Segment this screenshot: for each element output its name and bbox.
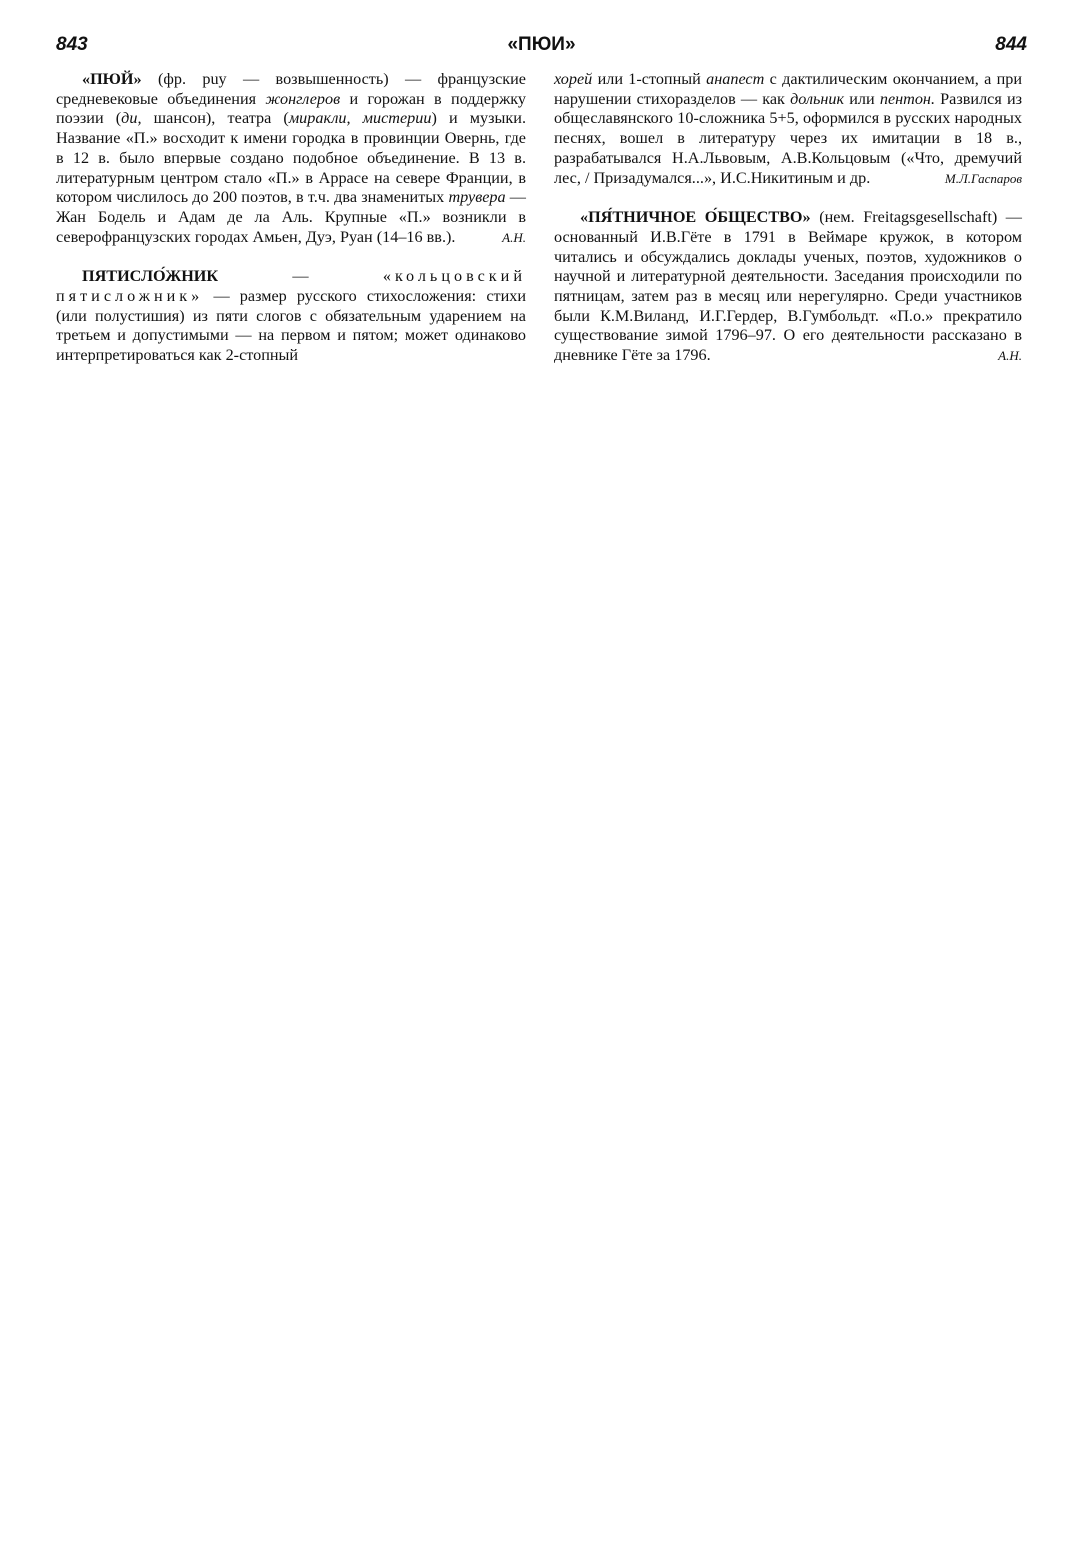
page-number-left: 843 [56,34,88,55]
entry-text: или 1-стопный [592,70,707,88]
entry-text: ) и музыки. Название «П.» восходит к имени городка в провинции Овернь, где в 12 в. было впервые создано подобное объединение. В 13 в. литературным центром стало «П.» в Аррасе на севере Франции, в котором числилось до 200 поэтов, в т.ч. два знаменитых [56,109,526,207]
entry-italic: жонглеров [265,89,341,108]
column-left [56,70,526,386]
entry-text: с дактилическим окончанием, а при нарушении стихоразделов — как [554,70,1022,108]
author-signature: М.Л.Гаспаров [944,170,1022,186]
entry-pui [56,70,526,247]
entry-text: (нем. Freitagsgesellschaft) — основанный И.В.Гёте в 1791 в Веймаре кружок, в котором читались и обсуждались доклады ученых, поэтов, художников о научной и литературной деятельности. Заседания происходили по пятницам, затем раз в месяц или нерегулярно. Среди участников были К.М.Виланд, И.Г.Гердер, В.Гумбольдт. «П.о.» прекратило существование зимой 1796–97. О его деятельности рассказано в дневнике Гёте за 1796. [554,208,1022,365]
entry-text: — Жан Бодель и Адам де ла Аль. Крупные «П.» возникли в северофранцузских городах Амьен, Дуэ, Руан (14–16 вв.). [56,188,526,246]
entry-pyatislozhnik [56,267,526,366]
entry-italic: трувера [448,188,506,207]
entry-italic: миракли, мистерии [288,109,432,128]
entry-text: — [218,267,383,286]
entry-pyatislozhnik-continued [554,70,1022,188]
page-number-right: 844 [995,34,1027,55]
entry-italic: хорей [554,70,593,88]
entry-pyatnichnoe-obshchestvo [554,208,1022,366]
running-title: «ПЮИ» [507,34,576,55]
entry-text: — размер русского стихосложения: стихи (или полустишия) из пяти слогов с обязательным ударением на третьем и допустимыми — на первом и пятом; может одинаково интерпретироваться как 2-стопный [56,287,526,365]
entry-italic: дольник [790,89,845,108]
entry-spaced-term: «кольцовский пятисложник» [56,267,526,306]
entry-italic: ди, [121,109,142,128]
headword: «ПЯ́ТНИЧНОЕ О́БЩЕСТВО» [580,208,811,227]
entry-text: Развился из общеславянского 10-сложника 5+5, оформился в русских народных песнях, вошел в литературу через их имитации в 18 в., разрабатывался Н.А.Львовым, А.В.Кольцовым («Что, дремучий лес, / Призадумался...», И.С.Никитиным и др. [554,89,1022,187]
entry-text: (фр. puy — возвышенность) — французские средневековые объединения [56,70,526,108]
entry-text: или [844,89,880,108]
running-header [56,34,1027,64]
entry-text: шансон), театра ( [141,109,289,128]
entry-italic: анапест [706,70,765,88]
author-signature: А.Н. [998,348,1022,364]
headword: «ПЮЙ» [82,70,142,88]
author-signature: А.Н. [502,229,526,245]
column-right [554,70,1022,386]
entry-italic: пентон. [879,89,936,108]
headword: ПЯТИСЛО́ЖНИК [82,267,219,286]
entry-text: и горожан в поддержку поэзии ( [56,89,526,128]
